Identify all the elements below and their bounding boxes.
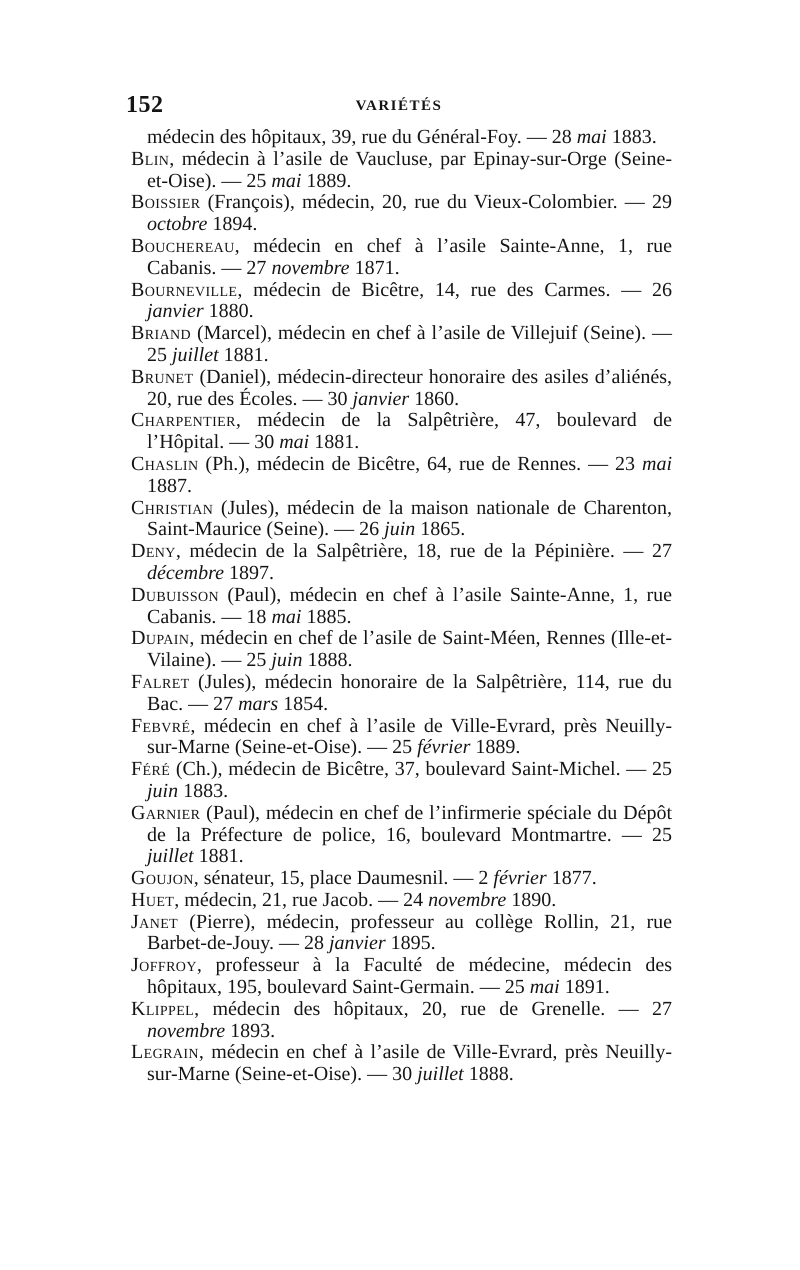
entry-text: (Jules), médecin de la maison nationale de Charenton, Saint-Maurice (Seine). — 26 [147, 496, 672, 541]
entry-date: mai [279, 431, 310, 454]
entry-year: 1881. [314, 431, 360, 454]
entry-text: (Paul), médecin en chef à l’asile Sainte-Anne, 1, rue Cabanis. — 18 [147, 583, 672, 628]
entry-name: Bouchereau [131, 234, 235, 257]
entry-year: 1891. [564, 976, 610, 999]
entry-text: , professeur à la Faculté de médecine, médecin des hôpitaux, 195, boulevard Saint-Germain. — 25 [147, 954, 672, 999]
entry-name: Falret [131, 670, 190, 693]
entry-name: Febvré [131, 714, 191, 737]
list-item [131, 192, 672, 236]
entry-year: 1888. [307, 649, 353, 672]
entry-text: (Jules), médecin honoraire de la Salpêtrière, 114, rue du Bac. — 27 [147, 670, 672, 715]
entry-year: 1854. [283, 692, 329, 715]
list-item [131, 803, 672, 868]
entry-date: janvier [147, 300, 204, 323]
list-item [131, 890, 672, 912]
entry-name: Goujon [131, 867, 194, 890]
entry-date: mai [576, 126, 607, 148]
entry-name: Garnier [131, 801, 201, 824]
entry-year: 1889. [475, 736, 521, 759]
entry-date: mars [238, 692, 279, 715]
list-item [131, 541, 672, 585]
entry-date: janvier [329, 932, 386, 955]
list-item [131, 454, 672, 498]
list-item [131, 149, 672, 193]
entry-text: , médecin de la Salpêtrière, 47, boulevard de l’Hôpital. — 30 [147, 409, 672, 454]
entry-year: 1885. [306, 605, 352, 628]
entry-date: novembre [428, 888, 507, 911]
entry-name: Deny [131, 540, 176, 563]
page-header [126, 92, 672, 122]
entry-date: janvier [352, 387, 410, 410]
entry-text: , médecin en chef à l’asile Sainte-Anne, 1, rue Cabanis. — 27 [147, 234, 672, 279]
list-item [131, 672, 672, 716]
list-item [131, 585, 672, 629]
list-item [131, 955, 672, 999]
entry-name: Brunet [131, 365, 194, 388]
entry-text: , médecin en chef à l’asile de Ville-Evrard, près Neuilly-sur-Marne (Seine-et-Oise). — 25 [147, 714, 672, 759]
list-item [131, 410, 672, 454]
entry-year: 1881. [223, 343, 269, 366]
entry-name: Christian [131, 496, 214, 519]
entry-text: (Ph.), médecin de Bicêtre, 64, rue de Rennes. — 23 [198, 452, 636, 475]
entry-text: (Paul), médecin en chef de l’infirmerie spéciale du Dépôt de la Préfecture de police, 16, boulevard Montmartre. — 25 [147, 801, 672, 846]
entry-name: Dupain [131, 627, 190, 650]
entry-year: 1889. [306, 169, 352, 192]
entry-date: juin [147, 779, 179, 802]
entry-date: mai [529, 976, 560, 999]
entry-name: Féré [131, 758, 171, 781]
entry-date: décembre [147, 561, 224, 584]
entry-name: Legrain [131, 1041, 199, 1064]
entry-year: 1890. [511, 888, 557, 911]
list-item [131, 1042, 672, 1086]
list-item [131, 367, 672, 411]
entry-year: 1897. [229, 561, 274, 584]
entry-year: 1860. [414, 387, 460, 410]
entry-name: Janet [131, 910, 179, 933]
entry-text: (Marcel), médecin en chef à l’asile de Villejuif (Seine). — 25 [147, 322, 672, 366]
entry-text: , médecin, 21, rue Jacob. — 24 [174, 888, 424, 911]
entry-year: 1883. [183, 779, 229, 802]
entry-year: 1881. [198, 845, 244, 868]
entry-year: 1880. [208, 300, 254, 323]
list-item [131, 912, 672, 956]
entry-date: juillet [147, 845, 194, 868]
list-item [131, 716, 672, 760]
entry-date: octobre [147, 213, 208, 236]
entry-year: 1895. [390, 932, 436, 955]
entry-date: juin [384, 518, 416, 541]
running-head: VARIÉTÉS [355, 98, 443, 114]
entry-year: 1877. [551, 867, 597, 890]
entry-date: novembre [147, 1019, 226, 1042]
list-item [131, 236, 672, 280]
entry-year: 1865. [420, 518, 466, 541]
entry-name: Chaslin [131, 452, 199, 475]
list-item [131, 868, 672, 890]
entry-date: février [417, 736, 471, 759]
entry-date: mai [271, 169, 302, 192]
entry-text: , médecin de la Salpêtrière, 18, rue de la Pépinière. — 27 [175, 540, 672, 563]
entry-text: (Ch.), médecin de Bicêtre, 37, boulevard Saint-Michel. — 25 [170, 758, 672, 781]
entry-name: Dubuisson [131, 583, 220, 606]
entry-name: Charpentier [131, 409, 236, 432]
entry-text: , médecin de Bicêtre, 14, rue des Carmes. — 26 [237, 278, 672, 301]
entry-name: Boissier [131, 191, 201, 214]
entry-text: médecin des hôpitaux, 39, rue du Général-Foy. — 28 [147, 126, 572, 148]
entry-text: , médecin à l’asile de Vaucluse, par Epinay-sur-Orge (Seine-et-Oise). — 25 [147, 147, 672, 192]
list-item [131, 628, 672, 672]
entry-text: , sénateur, 15, place Daumesnil. — 2 [193, 867, 489, 890]
entry-name: Klippel [131, 997, 195, 1020]
entry-name: Briand [131, 322, 192, 345]
entry-date: mai [642, 452, 672, 475]
entry-text: , médecin des hôpitaux, 20, rue de Grenelle. — 27 [194, 997, 672, 1020]
entry-year: 1888. [468, 1063, 514, 1086]
entry-text: (Daniel), médecin-directeur honoraire des asiles d’aliénés, 20, rue des Écoles. — 30 [147, 365, 672, 410]
entry-date: juillet [417, 1063, 464, 1086]
entry-year: 1894. [212, 213, 258, 236]
list-item [131, 280, 672, 324]
entry-year: 1893. [230, 1019, 276, 1042]
entry-list [131, 127, 672, 1086]
entry-text: (François), médecin, 20, rue du Vieux-Colombier. — 29 [200, 191, 672, 214]
entry-year: 1871. [354, 256, 400, 279]
entry-date: juillet [172, 343, 219, 366]
entry-year: 1883. [611, 126, 657, 148]
entry-text: , médecin en chef de l’asile de Saint-Méen, Rennes (Ille-et-Vilaine). — 25 [147, 627, 672, 672]
list-item [131, 498, 672, 542]
entry-date: juin [271, 649, 303, 672]
entry-date: novembre [271, 256, 350, 279]
entry-name: Joffroy [131, 954, 197, 977]
list-item [131, 759, 672, 803]
page-number: 152 [126, 92, 164, 118]
entry-name: Blin [131, 147, 170, 170]
list-item [131, 323, 672, 367]
entry-text: (Pierre), médecin, professeur au collège Rollin, 21, rue Barbet-de-Jouy. — 28 [147, 910, 672, 955]
list-item [131, 999, 672, 1043]
entry-date: mai [271, 605, 302, 628]
list-item [131, 127, 672, 149]
entry-text: , médecin en chef à l’asile de Ville-Evrard, près Neuilly-sur-Marne (Seine-et-Oise). — 30 [147, 1041, 672, 1086]
entry-name: Bourneville [131, 278, 238, 301]
entry-date: février [493, 867, 547, 890]
entry-name: Huet [131, 888, 175, 911]
entry-year: 1887. [147, 474, 192, 497]
